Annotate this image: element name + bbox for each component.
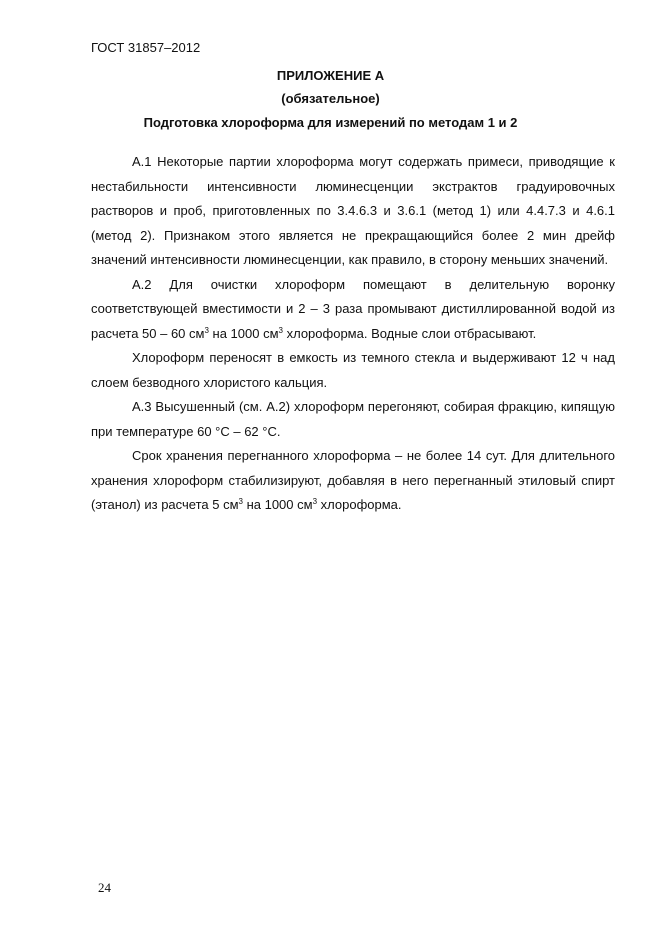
paragraph-a2-part-2: на 1000 см [208,325,279,341]
appendix-title: ПРИЛОЖЕНИЕ А [276,68,385,83]
document-code: ГОСТ 31857–2012 [91,40,201,55]
superscript: 3 [238,497,243,506]
paragraph-a2-part-1: А.2 Для очистки хлороформ помещают в делительную воронку соответствующей вместимости и 2 – 3 раза промывают дистиллированной водой из расчета 50 – 60 см [91,276,615,341]
appendix-status: (обязательное) [281,91,380,106]
paragraph-storage-part-2: на 1000 см [242,497,313,512]
body-text [91,150,615,518]
paragraph-storage [91,444,615,518]
paragraph-storage-part-3: хлороформа. [317,497,402,512]
paragraph-a2-part-3: хлороформа. Водные слои отбрасывают. [282,325,537,341]
paragraph-chloroform-transfer: Хлороформ переносят в емкость из темного стекла и выдерживают 12 ч над слоем безводного хлористого кальция. [91,350,615,390]
paragraph-storage-part-1: Срок хранения перегнанного хлороформа – не более 14 сут. Для длительного хранения хлороформ стабилизируют, добавляя в него перегнанный этиловый спирт (этанол) из расчета 5 см [91,448,615,512]
paragraph-a2 [91,273,615,347]
superscript: 3 [312,497,318,506]
appendix-subtitle: Подготовка хлороформа для измерений по методам 1 и 2 [143,115,518,130]
superscript: 3 [278,325,283,335]
paragraph-a3: А.3 Высушенный (см. А.2) хлороформ перегоняют, собирая фракцию, кипящую при температуре 60 °С – 62 °С. [91,399,615,439]
paragraph-a1: А.1 Некоторые партии хлороформа могут содержать примеси, приводящие к нестабильности интенсивности люминесценции экстрактов градуировочных растворов и проб, приготовленных по 3.4.6.3 и 3.6.1 (метод 1) или 4.4.7.3 и 4.6.1 (метод 2). Признаком этого является не прекращающийся более 2 мин дрейф значений интенсивности люминесценции, как правило, в сторону меньших значений. [91,154,615,267]
superscript: 3 [204,325,209,335]
page-number: 24 [98,880,111,895]
